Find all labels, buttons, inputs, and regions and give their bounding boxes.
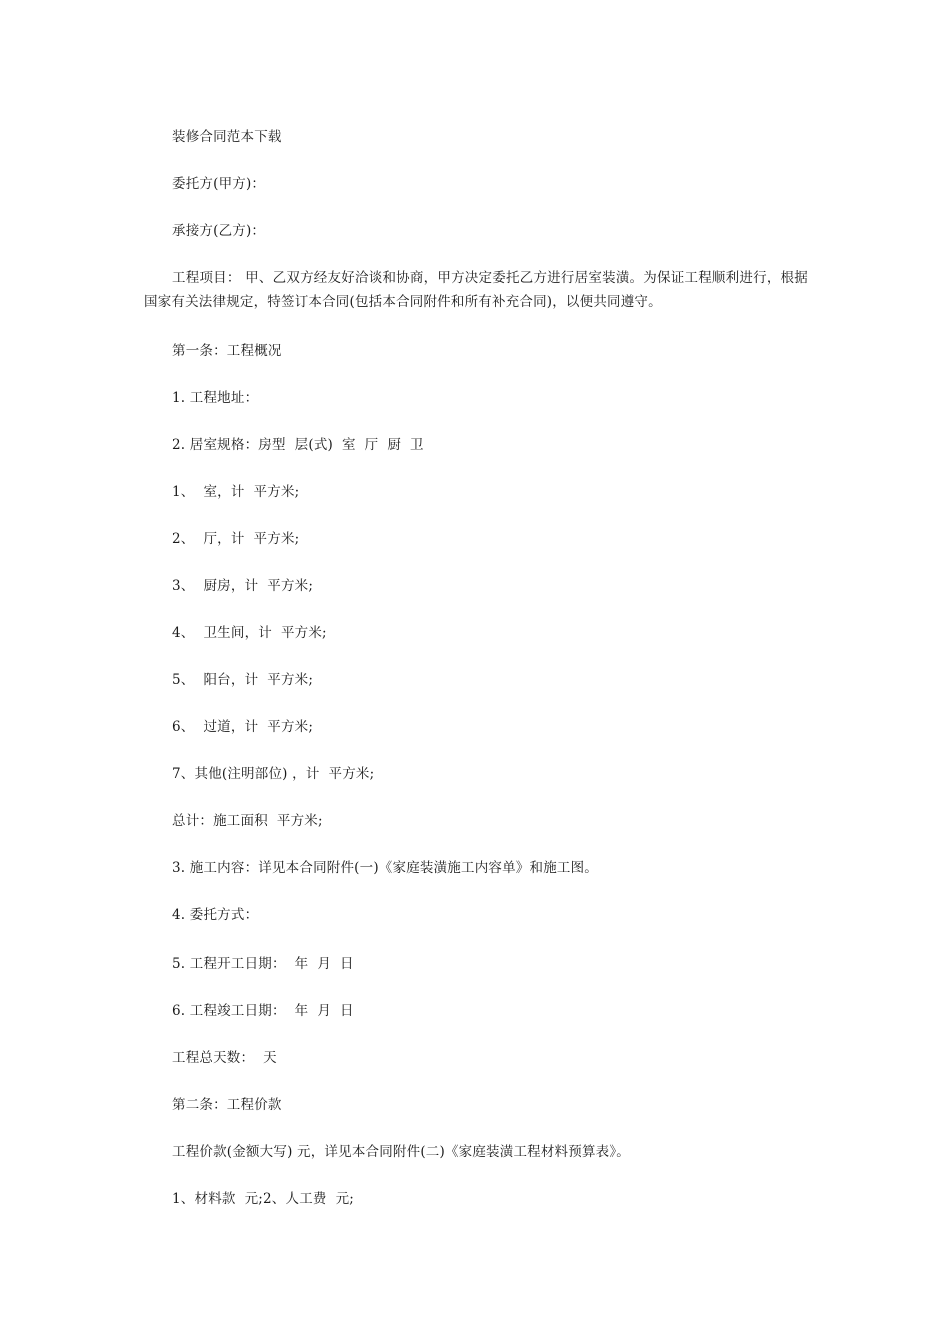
room-item: 4、 卫生间，计 平方米;	[172, 625, 327, 641]
start-date-line: 5. 工程开工日期： 年 月 日	[172, 956, 354, 972]
room-item: 7、其他(注明部位) ，计 平方米;	[172, 766, 375, 782]
article2-heading: 第二条：工程价款	[172, 1097, 282, 1113]
project-address-line: 1. 工程地址：	[172, 390, 259, 406]
intro-paragraph: 工程项目： 甲、乙双方经友好洽谈和协商，甲方决定委托乙方进行居室装潢。为保证工程顺利进行，根据国家有关法律规定，特签订本合同(包括本合同附件和所有补充合同)，以便共同遵守。	[144, 270, 808, 310]
end-date-line: 6. 工程竣工日期： 年 月 日	[172, 1003, 354, 1019]
price-breakdown-line: 1、材料款 元;2、人工费 元;	[172, 1191, 355, 1207]
work-content-line: 3. 施工内容：详见本合同附件(一)《家庭装潢施工内容单》和施工图。	[172, 860, 599, 876]
document-title: 装修合同范本下载	[172, 129, 282, 145]
party-a-line: 委托方(甲方)：	[172, 176, 266, 192]
room-item: 3、 厨房，计 平方米;	[172, 578, 314, 594]
commission-method-line: 4. 委托方式：	[172, 907, 259, 923]
party-b-line: 承接方(乙方)：	[172, 223, 266, 239]
total-area-line: 总计：施工面积 平方米;	[172, 813, 323, 829]
room-item: 2、 厅，计 平方米;	[172, 531, 300, 547]
total-days-line: 工程总天数： 天	[172, 1050, 277, 1066]
article1-heading: 第一条：工程概况	[172, 343, 282, 359]
room-layout-line: 2. 居室规格：房型 层(式) 室 厅 厨 卫	[172, 437, 424, 453]
room-item: 5、 阳台，计 平方米;	[172, 672, 314, 688]
room-item: 6、 过道，计 平方米;	[172, 719, 314, 735]
price-line: 工程价款(金额大写) 元，详见本合同附件(二)《家庭装潢工程材料预算表》。	[172, 1144, 631, 1160]
room-item: 1、 室，计 平方米;	[172, 484, 300, 500]
